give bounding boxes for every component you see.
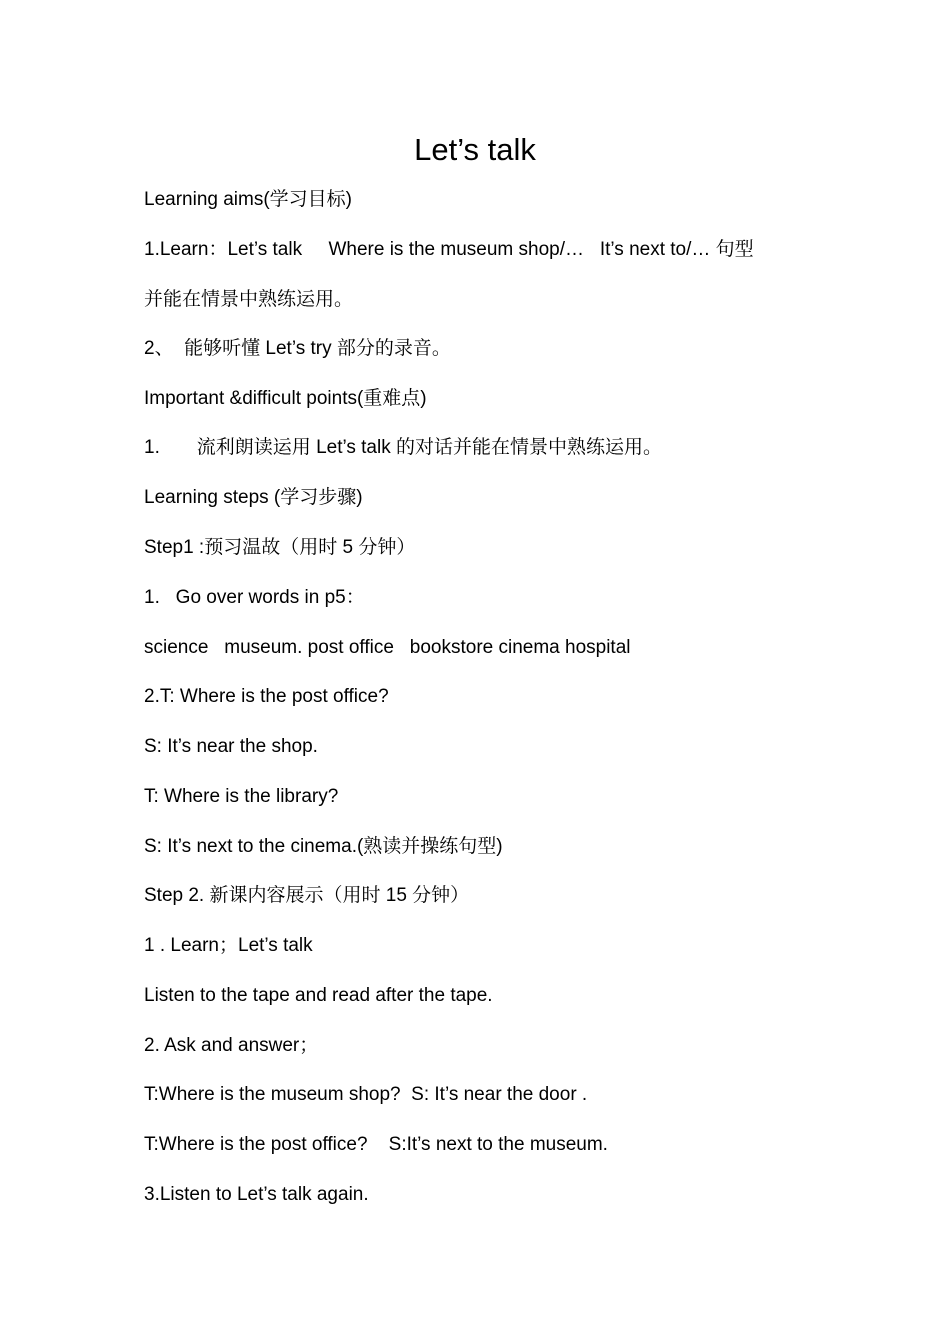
text-line-dialogue-4: S: It’s next to the cinema.(熟读并操练句型) — [144, 836, 503, 857]
text-line-ask-answer: 2. Ask and answer； — [144, 1035, 319, 1056]
text-line-aim-1-cont: 并能在情景中熟练运用。 — [144, 289, 354, 310]
text-line-word-list: science museum. post office bookstore cinema hospital — [144, 637, 631, 658]
text-line-go-over-words: 1. Go over words in p5： — [144, 587, 365, 608]
text-line-aim-1: 1.Learn：Let’s talk Where is the museum shop/… It’s next to/… 句型 — [144, 239, 754, 260]
text-line-learning-aims: Learning aims(学习目标) — [144, 189, 352, 210]
text-line-dialogue-3: T: Where is the library? — [144, 786, 339, 807]
document-title: Let’s talk — [414, 132, 536, 167]
text-line-qa-2: T:Where is the post office? S:It’s next to the museum. — [144, 1134, 608, 1155]
text-line-listen-again: 3.Listen to Let’s talk again. — [144, 1184, 369, 1205]
text-line-step-2: Step 2. 新课内容展示（用时 15 分钟） — [144, 885, 470, 906]
text-line-learning-steps: Learning steps (学习步骤) — [144, 487, 363, 508]
text-line-important-points: Important &difficult points(重难点) — [144, 388, 427, 409]
text-line-step-1: Step1 :预习温故（用时 5 分钟） — [144, 537, 416, 558]
text-line-dialogue-2: S: It’s near the shop. — [144, 736, 318, 757]
text-line-point-1: 1. 流利朗读运用 Let’s talk 的对话并能在情景中熟练运用。 — [144, 437, 662, 458]
text-line-aim-2: 2、 能够听懂 Let’s try 部分的录音。 — [144, 338, 451, 359]
text-line-qa-1: T:Where is the museum shop? S: It’s near the door . — [144, 1084, 588, 1105]
text-line-dialogue-1: 2.T: Where is the post office? — [144, 686, 389, 707]
text-line-learn-talk: 1 . Learn；Let’s talk — [144, 935, 313, 956]
text-line-listen-tape: Listen to the tape and read after the tape. — [144, 985, 493, 1006]
